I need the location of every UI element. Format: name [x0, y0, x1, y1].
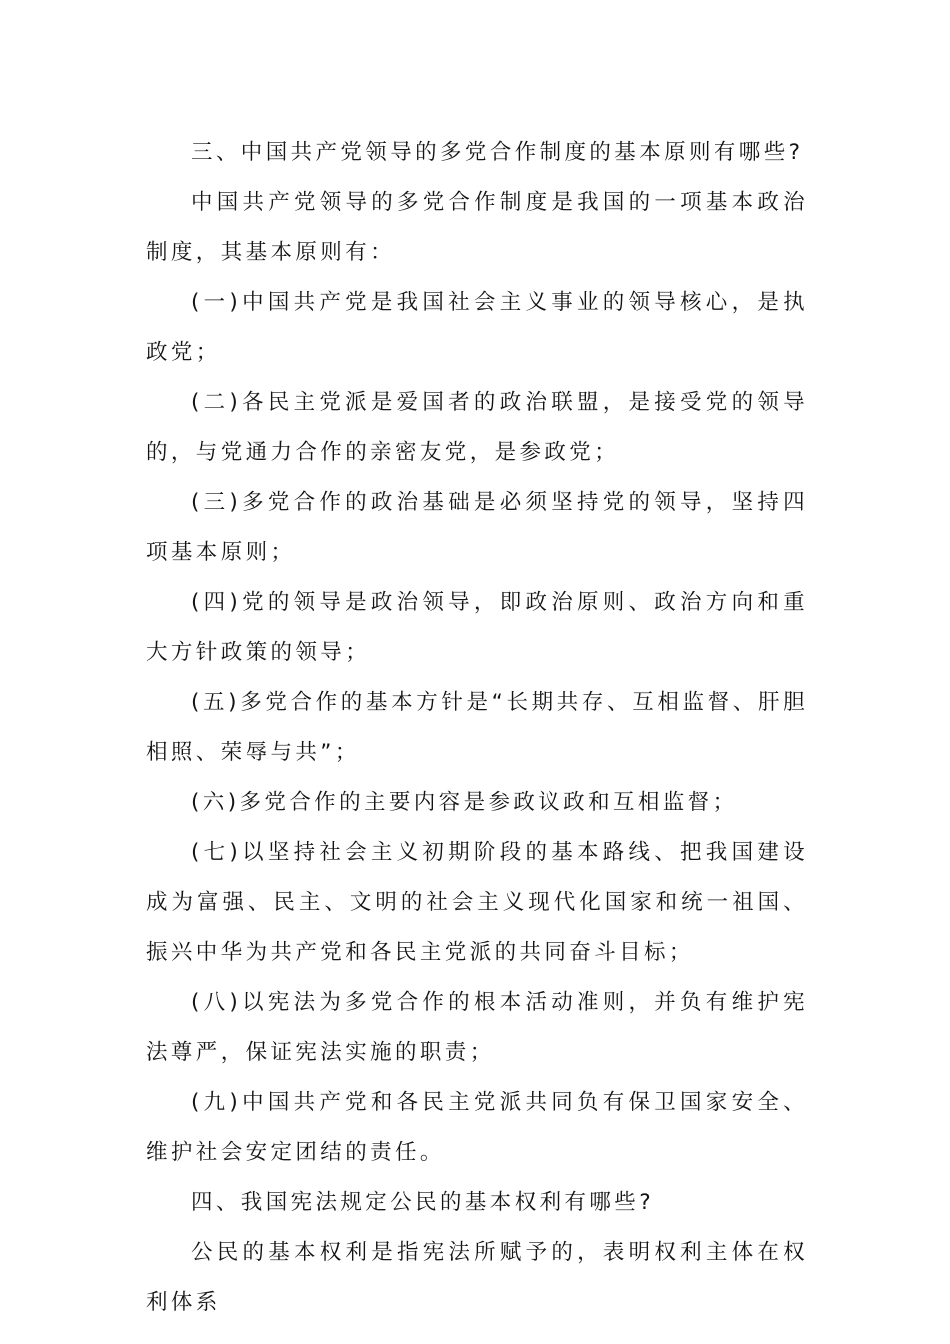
intro-paragraph: 中国共产党领导的多党合作制度是我国的一项基本政治制度，其基本原则有： — [146, 190, 808, 265]
principle-3: (三)多党合作的政治基础是必须坚持党的领导，坚持四项基本原则； — [146, 490, 808, 565]
principle-6: (六)多党合作的主要内容是参政议政和互相监督； — [191, 790, 738, 815]
principle-2: (二)各民主党派是爱国者的政治联盟，是接受党的领导的，与党通力合作的亲密友党，是参政党； — [146, 390, 808, 465]
principle-7: (七)以坚持社会主义初期阶段的基本路线、把我国建设成为富强、民主、文明的社会主义现代化国家和统一祖国、振兴中华为共产党和各民主党派的共同奋斗目标； — [146, 840, 808, 965]
rights-paragraph: 公民的基本权利是指宪法所赋予的，表明权利主体在权利体系 — [146, 1240, 808, 1315]
principle-1: (一)中国共产党是我国社会主义事业的领导核心，是执政党； — [146, 290, 808, 365]
document-body — [146, 128, 808, 1328]
principle-9: (九)中国共产党和各民主党派共同负有保卫国家安全、维护社会安定团结的责任。 — [146, 1090, 808, 1165]
section-heading-4: 四、我国宪法规定公民的基本权利有哪些? — [191, 1190, 655, 1215]
section-heading-3: 三、中国共产党领导的多党合作制度的基本原则有哪些? — [191, 140, 804, 165]
principle-8: (八)以宪法为多党合作的根本活动准则，并负有维护宪法尊严，保证宪法实施的职责； — [146, 990, 808, 1065]
principle-5: (五)多党合作的基本方针是“长期共存、互相监督、肝胆相照、荣辱与共”； — [146, 690, 808, 765]
principle-4: (四)党的领导是政治领导，即政治原则、政治方向和重大方针政策的领导； — [146, 590, 808, 665]
